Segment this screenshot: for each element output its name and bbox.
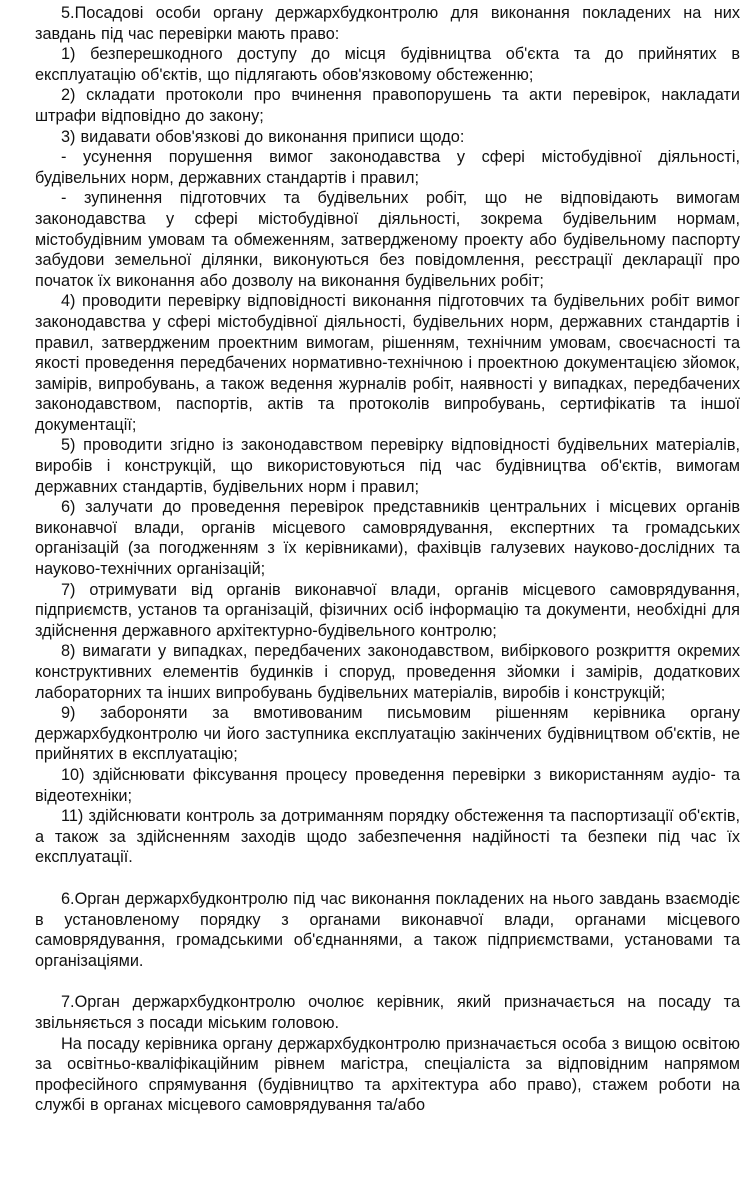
list-item-6: 6) залучати до проведення перевірок представників центральних і місцевих органів виконавчої влади, органів місцевого самоврядування, експертних та громадських організацій (за погодженням з їх керівниками), фахівців галузевих науково-дослідних та науково-технічних організацій; [35, 498, 740, 579]
list-item-1: 1) безперешкодного доступу до місця будівництва об'єкта та до прийнятих в експлуатацію об'єктів, що підлягають обов'язковому обстеженню; [35, 45, 740, 84]
paragraph-7: 7.Орган держархбудконтролю очолює керівник, який призначається на посаду та звільняється з посади міським головою. [35, 993, 740, 1032]
paragraph-6: 6.Орган держархбудконтролю під час виконання покладених на нього завдань взаємодіє в установленому порядку з органами виконавчої влади, органами місцевого самоврядування, громадськими об'єднаннями, а також підприємствами, установами та організаціями. [35, 889, 740, 970]
list-item-3: 3) видавати обов'язкові до виконання приписи щодо: [61, 127, 465, 146]
section-spacer [35, 868, 740, 889]
list-item-4: 4) проводити перевірку відповідності виконання підготовчих та будівельних робіт вимог законодавства у сфері містобудівної діяльності, будівельних норм, державних стандартів і правил, затвердженим проектним вимогам, рішенням, технічним умовам, своєчасності та якості проведення передбачених нормативно-технічною і проектною документацією зйомок, замірів, випробувань, а також ведення журналів робіт, наявності у випадках, передбачених законодавством, паспортів, актів та протоколів випробувань, сертифікатів та іншої документації; [35, 292, 740, 434]
list-item-11: 11) здійснювати контроль за дотриманням порядку обстеження та паспортизації об'єктів, а також за здійсненням заходів щодо забезпечення надійності та безпеки під час їх експлуатації. [35, 807, 740, 867]
list-item-9: 9) забороняти за вмотивованим письмовим рішенням керівника органу держархбудконтролю чи його заступника експлуатацію закінчених будівництвом об'єктів, не прийнятих в експлуатацію; [35, 704, 740, 764]
list-item-5: 5) проводити згідно із законодавством перевірку відповідності будівельних матеріалів, виробів і конструкцій, що використовуються під час будівництва об'єктів, вимогам державних стандартів, будівельних норм і правил; [35, 436, 740, 496]
list-item-3-sub-1: - усунення порушення вимог законодавства у сфері містобудівної діяльності, будівельних норм, державних стандартів і правил; [35, 148, 740, 187]
section-spacer [35, 971, 740, 992]
list-item-10: 10) здійснювати фіксування процесу проведення перевірки з використанням аудіо- та відеотехніки; [35, 765, 740, 805]
list-item-8: 8) вимагати у випадках, передбачених законодавством, вибіркового розкриття окремих конструктивних елементів будинків і споруд, проведення зйомки і замірів, додаткових лабораторних та інших випробувань будівельних матеріалів, виробів і конструкцій; [35, 642, 740, 702]
paragraph-7-requirements: На посаду керівника органу держархбудконтролю призначається особа з вищою освітою за освітньо-кваліфікаційним рівнем магістра, спеціаліста за відповідним напрямом професійного спрямування (будівництво та архітектура або право), стажем роботи на службі в органах місцевого самоврядування та/або [35, 1034, 740, 1115]
list-item-7: 7) отримувати від органів виконавчої влади, органів місцевого самоврядування, підприємств, установ та організацій, фізичних осіб інформацію та документи, необхідні для здійснення державного архітектурно-будівельного контролю; [35, 580, 740, 640]
list-item-3-sub-2: - зупинення підготовчих та будівельних робіт, що не відповідають вимогам законодавства у сфері містобудівної діяльності, зокрема будівельним нормам, містобудівним умовам та обмеженням, затвердженому проекту або будівельному паспорту забудови земельної ділянки, виконуються без повідомлення, реєстрації декларації про початок їх виконання або дозволу на виконання будівельних робіт; [35, 189, 740, 290]
list-item-2: 2) складати протоколи про вчинення правопорушень та акти перевірок, накладати штрафи відповідно до закону; [35, 86, 740, 125]
paragraph-5-intro: 5.Посадові особи органу держархбудконтролю для виконання покладених на них завдань під час перевірки мають право: [35, 4, 740, 43]
